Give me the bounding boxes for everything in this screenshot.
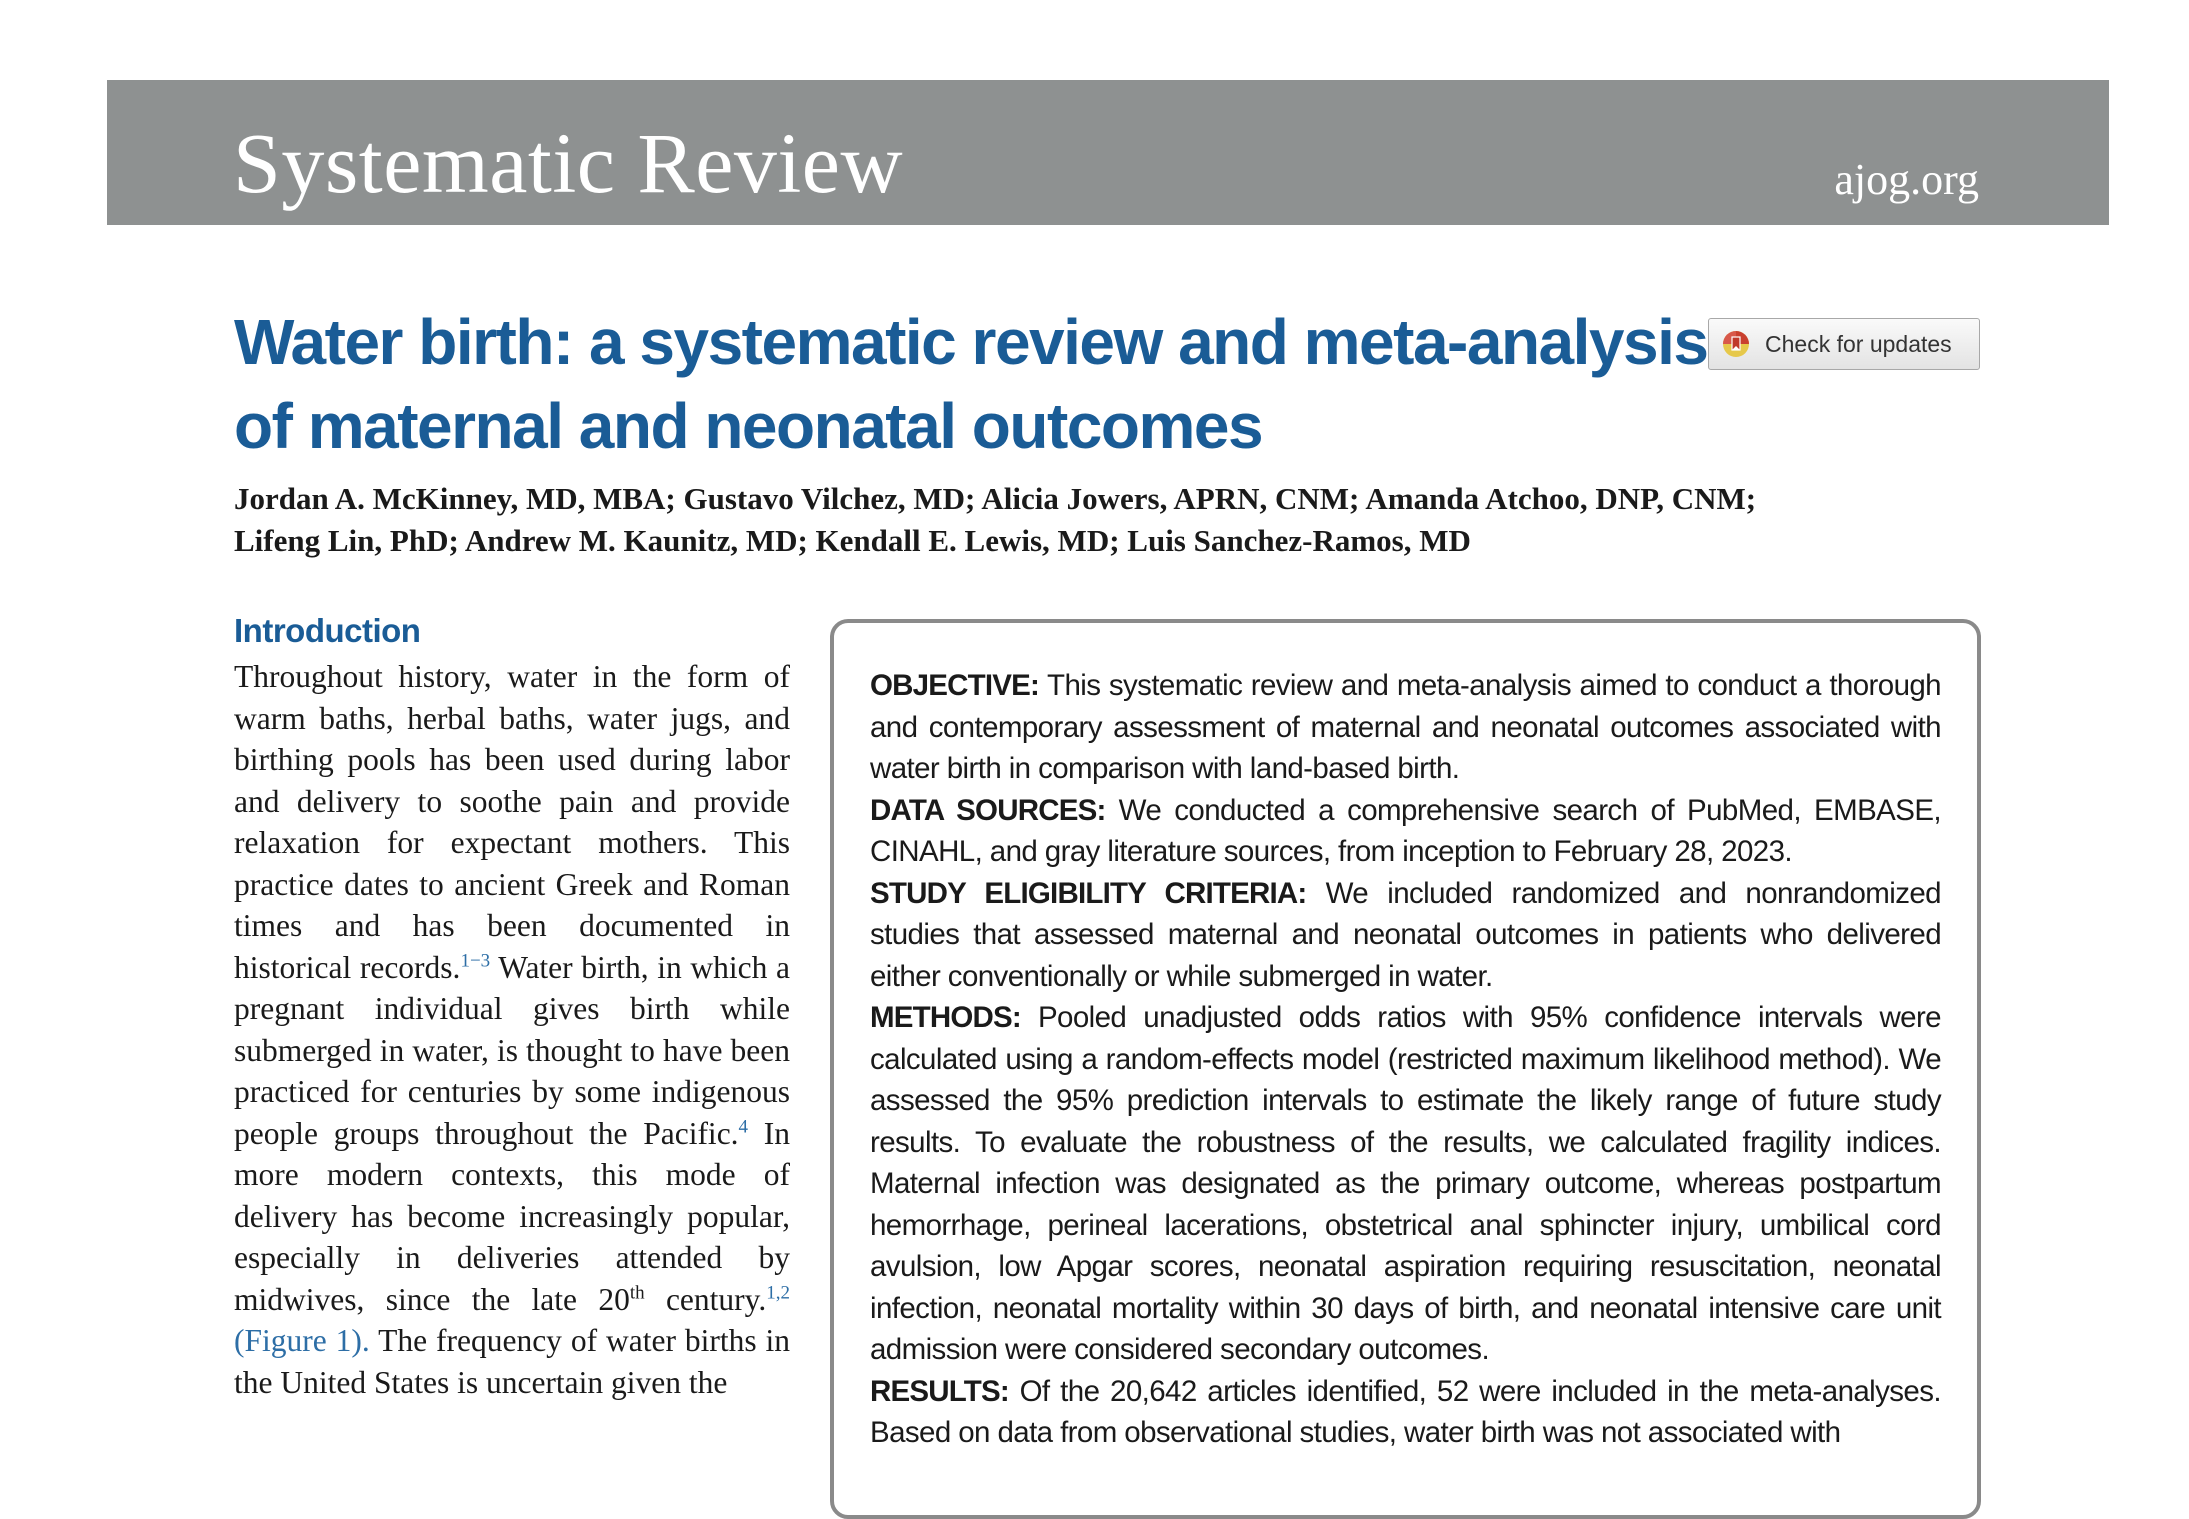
abstract-text: Pooled unadjusted odds ratios with 95% confidence intervals were calculated using a random-effects model (restricted maximum likelihood method). We assessed the 95% prediction intervals to estimate the likely range of future study results. To evaluate the robustness of the results, we calculated fragility indices. Maternal infection was designated as the primary outcome, whereas postpartum hemorrhage, perineal lacerations, obstetrical anal sphincter injury, umbilical cord avulsion, low Apgar scores, neonatal aspiration requiring resuscitation, neonatal infection, neonatal mortality within 30 days of birth, and neonatal intensive care unit admission were considered secondary outcomes.	[870, 1001, 1941, 1366]
citation-link[interactable]: 4	[738, 1116, 749, 1137]
abstract-objective	[870, 665, 1941, 790]
abstract-methods	[870, 997, 1941, 1371]
intro-paragraph: In more modern contexts, this mode of delivery has become increasingly popular, especially in deliveries attended by midwives, since the late 20	[234, 1115, 790, 1317]
author-list	[234, 478, 1954, 562]
abstract-label: OBJECTIVE:	[870, 669, 1040, 702]
abstract-text: This systematic review and meta-analysis aimed to conduct a thorough and contemporary assessment of maternal and neonatal outcomes associated with water birth in comparison with land-based birth.	[870, 669, 1941, 785]
figure-paren: ).	[351, 1323, 370, 1358]
crossmark-icon	[1721, 329, 1751, 359]
article-title: Water birth: a systematic review and meta-analysis of maternal and neonatal outcomes	[234, 306, 1708, 462]
intro-paragraph: century.	[665, 1281, 767, 1317]
section-label: Systematic Review	[233, 115, 904, 211]
journal-banner	[107, 80, 2109, 225]
abstract-label: STUDY ELIGIBILITY CRITERIA:	[870, 876, 1307, 910]
figure-link[interactable]: Figure 1	[244, 1323, 352, 1358]
introduction-text	[234, 656, 790, 1403]
check-for-updates-button[interactable]	[1708, 318, 1980, 370]
ordinal-suffix: th	[629, 1282, 645, 1303]
intro-paragraph: The frequency of water births in the United States is uncertain given the	[234, 1323, 790, 1400]
abstract-label: DATA SOURCES:	[870, 793, 1106, 827]
introduction-heading: Introduction	[234, 612, 421, 649]
abstract-data-sources	[870, 790, 1941, 873]
citation-link[interactable]: 1,2	[766, 1282, 790, 1303]
abstract-box	[830, 619, 1981, 1519]
figure-paren: (	[234, 1323, 245, 1358]
abstract-text: We conducted a comprehensive search of PubMed, EMBASE, CINAHL, and gray literature sources, from inception to February 28, 2023.	[870, 793, 1941, 868]
abstract-label: RESULTS:	[870, 1374, 1009, 1408]
citation-link[interactable]: 1−3	[460, 950, 491, 971]
intro-paragraph: Water birth, in which a pregnant individual gives birth while submerged in water, is thought to have been practiced for centuries by some indigenous people groups throughout the Pacific.	[234, 949, 791, 1151]
check-for-updates-label: Check for updates	[1765, 330, 1952, 357]
abstract-eligibility	[870, 873, 1941, 998]
authors-line: Jordan A. McKinney, MD, MBA; Gustavo Vilchez, MD; Alicia Jowers, APRN, CNM; Amanda Atchoo, DNP, CNM;	[234, 481, 1757, 516]
abstract-label: METHODS:	[870, 1001, 1021, 1034]
intro-paragraph: Throughout history, water in the form of warm baths, herbal baths, water jugs, and birthing pools has been used during labor and delivery to soothe pain and provide relaxation for expectant mothers. This practice dates to ancient Greek and Roman times and has been documented in historical records.	[234, 659, 790, 985]
abstract-text: We included randomized and nonrandomized studies that assessed maternal and neonatal outcomes in patients who delivered either conventionally or while submerged in water.	[870, 876, 1941, 993]
journal-site[interactable]: ajog.org	[1834, 155, 1979, 204]
abstract-results	[870, 1371, 1941, 1454]
authors-line: Lifeng Lin, PhD; Andrew M. Kaunitz, MD; Kendall E. Lewis, MD; Luis Sanchez-Ramos, MD	[234, 523, 1471, 558]
abstract-text: Of the 20,642 articles identified, 52 were included in the meta-analyses. Based on data from observational studies, water birth was not associated with	[870, 1374, 1941, 1449]
